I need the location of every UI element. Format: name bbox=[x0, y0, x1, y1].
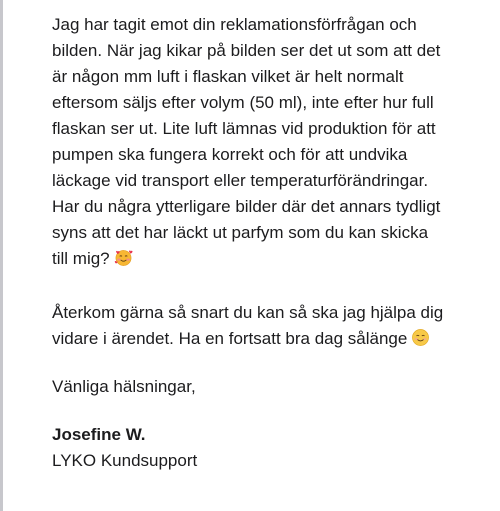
message-line: Återkom gärna så snart du kan så ska jag hjälpa dig bbox=[52, 303, 444, 322]
message-line-text: vidare i ärendet. Ha en fortsatt bra dag sålänge bbox=[52, 329, 408, 348]
message-line-text: till mig? bbox=[52, 249, 110, 268]
paragraph-spacer bbox=[52, 352, 492, 374]
signature-name: Josefine W. bbox=[52, 425, 146, 444]
quote-left-border bbox=[0, 0, 3, 511]
smiling-face-with-hearts-icon bbox=[114, 248, 133, 267]
message-line: läckage vid transport eller temperaturförändringar. bbox=[52, 171, 429, 190]
message-line: Jag har tagit emot din reklamationsförfrågan och bbox=[52, 15, 417, 34]
paragraph-spacer bbox=[52, 400, 492, 422]
email-message-body bbox=[52, 12, 492, 474]
message-line: pumpen ska fungera korrekt och för att undvika bbox=[52, 145, 408, 164]
signature-company: LYKO Kundsupport bbox=[52, 451, 198, 470]
message-line: eftersom säljs efter volym (50 ml), inte efter hur full bbox=[52, 93, 434, 112]
closing-text: Vänliga hälsningar, bbox=[52, 377, 196, 396]
message-line-last bbox=[52, 326, 492, 352]
message-paragraph-1 bbox=[52, 12, 492, 272]
message-line: är någon mm luft i flaskan vilket är helt normalt bbox=[52, 67, 404, 86]
message-line: flaskan ser ut. Lite luft lämnas vid produktion för att bbox=[52, 119, 436, 138]
message-paragraph-2 bbox=[52, 300, 492, 352]
message-line-last bbox=[52, 246, 492, 272]
message-line: Har du några ytterligare bilder där det annars tydligt bbox=[52, 197, 441, 216]
paragraph-spacer bbox=[52, 272, 492, 300]
message-line: bilden. När jag kikar på bilden ser det ut som att det bbox=[52, 41, 441, 60]
message-line: syns att det har läckt ut parfym som du kan skicka bbox=[52, 223, 429, 242]
smiling-face-icon bbox=[411, 328, 430, 347]
